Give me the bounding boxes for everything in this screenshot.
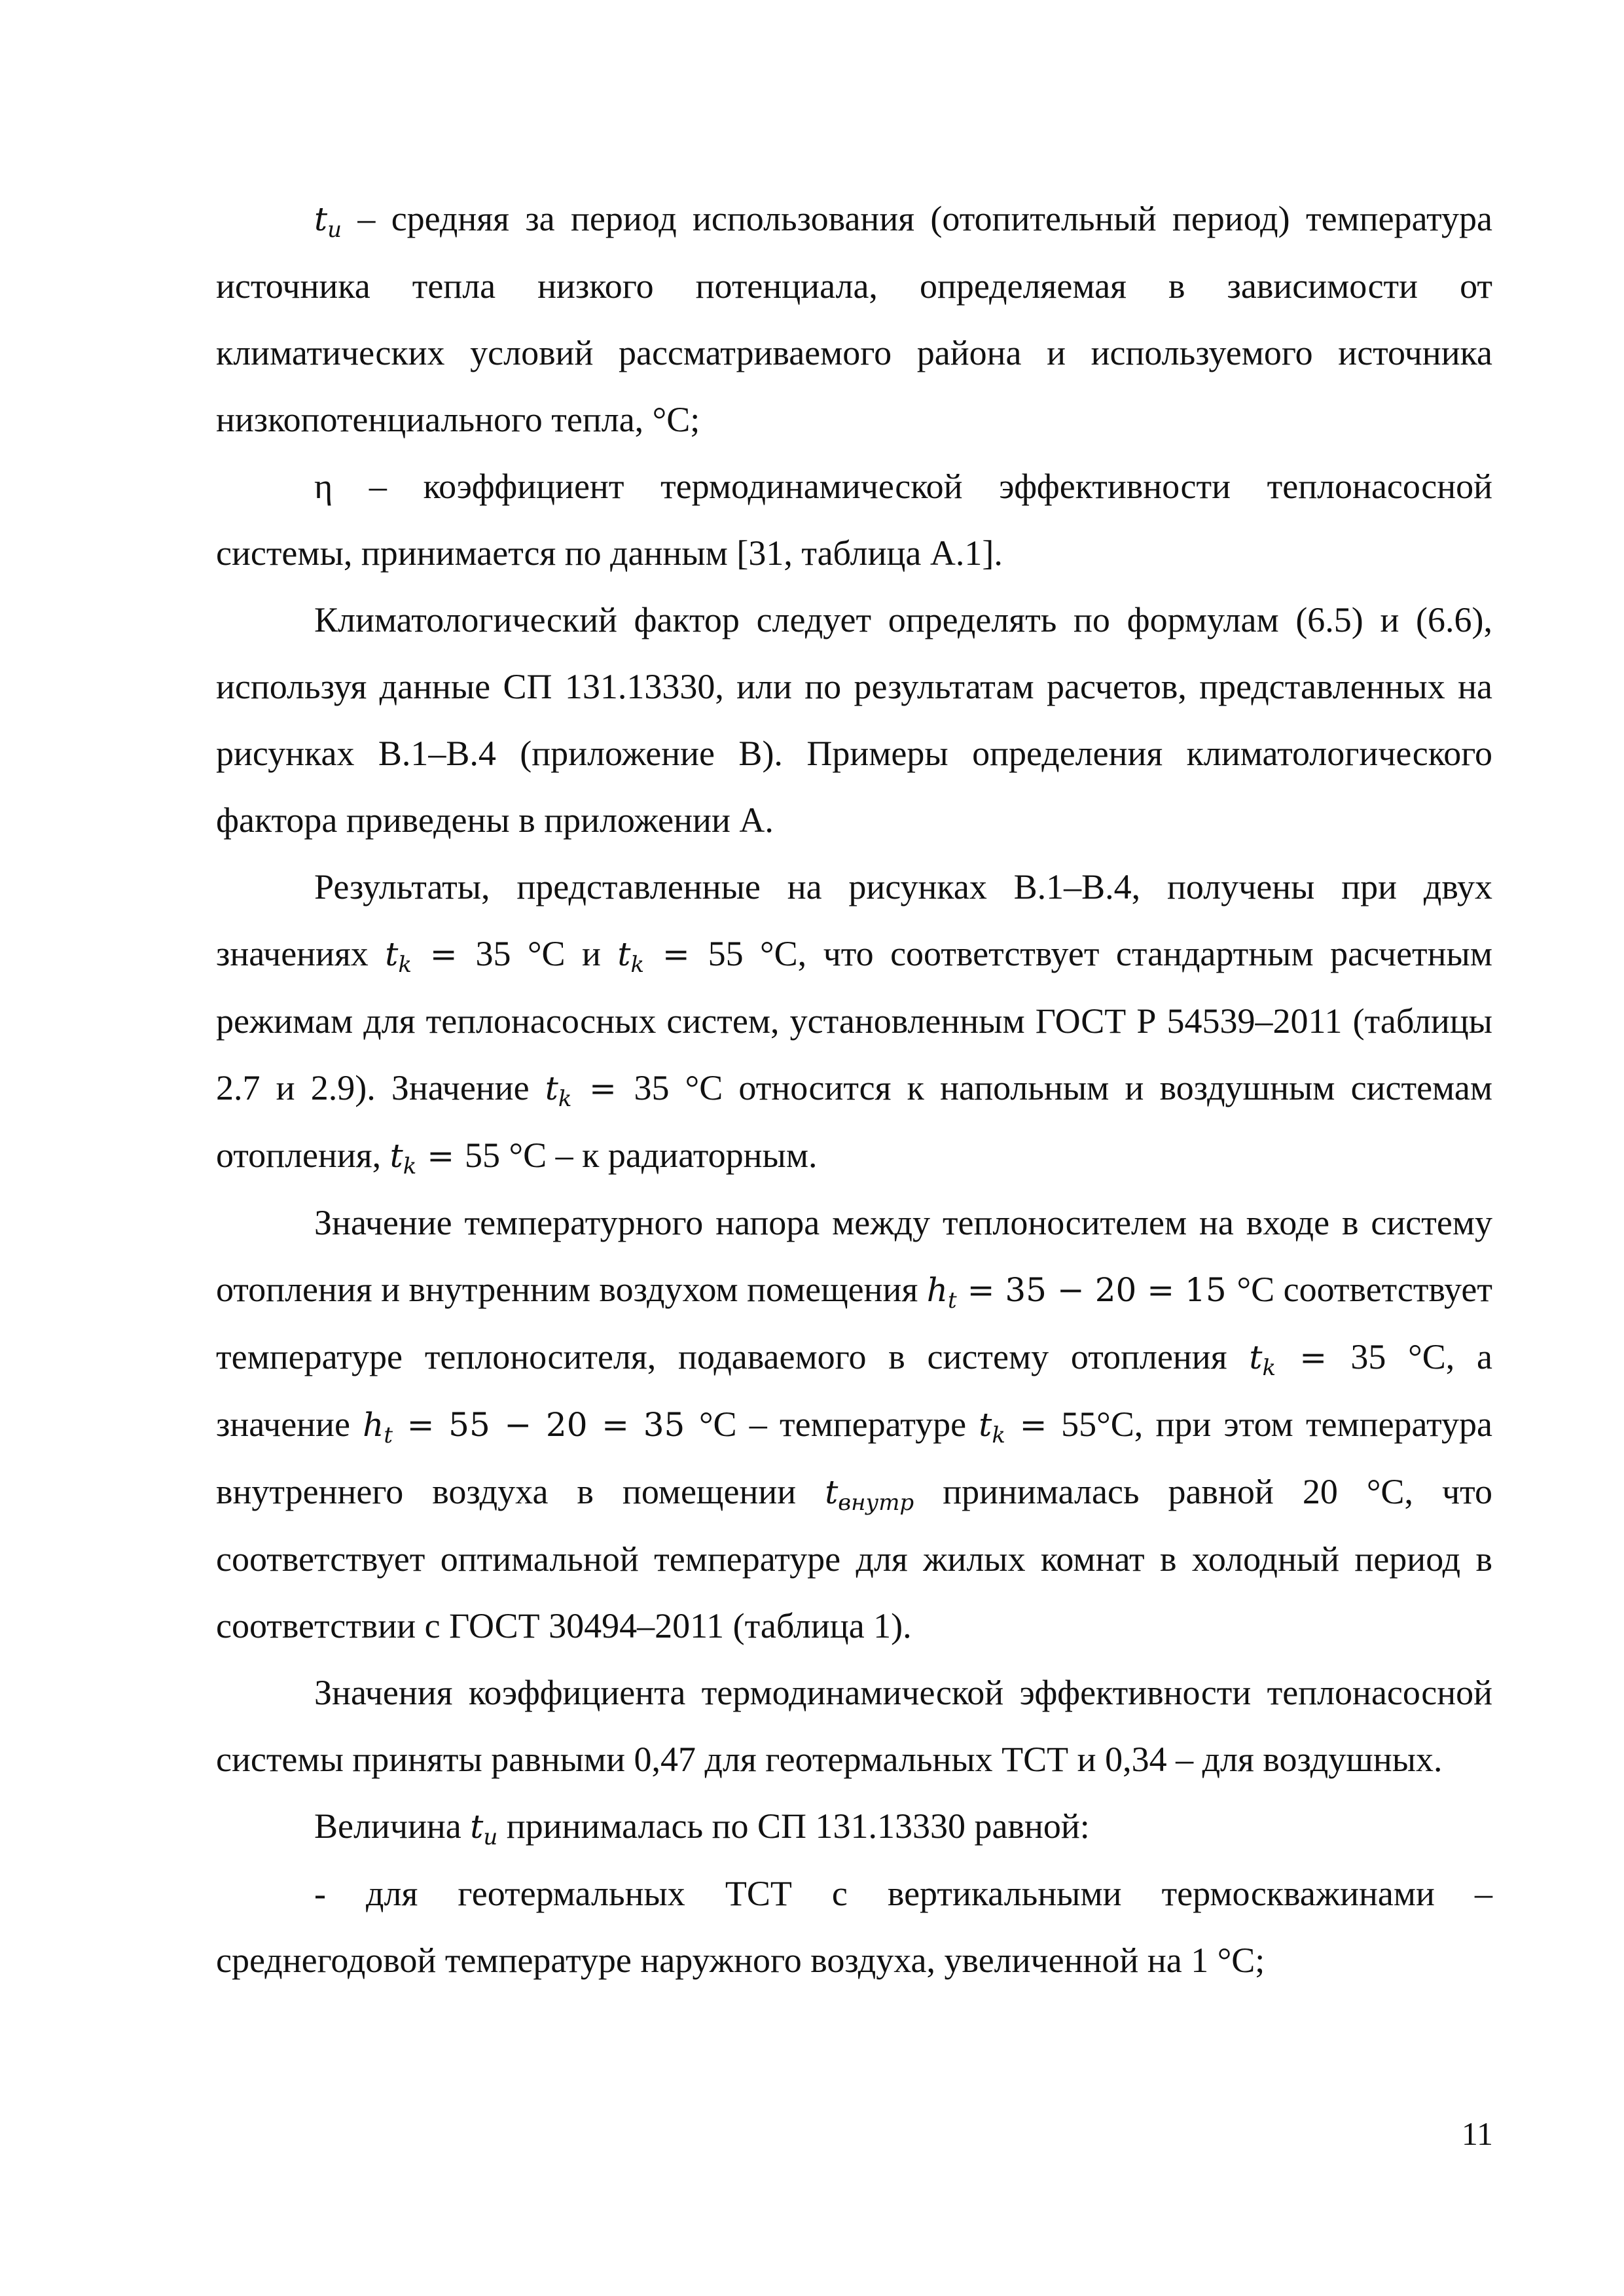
math-var-tk: $t_k$	[979, 1406, 1005, 1448]
document-body	[216, 185, 1492, 1994]
math-var-t-vnutr: $t_{внутр}$	[825, 1473, 914, 1516]
math-var-tk: $t_k$	[385, 935, 412, 978]
math-var-tk: $t_k$	[617, 935, 645, 978]
math-var-tu: $t_u$	[314, 200, 342, 243]
paragraph-efficiency-values: Значения коэффициента термодинамической эффективности теплонасосной системы приняты равными 0,47 для геотермальных ТСТ и 0,34 – для воздушных.	[216, 1673, 1492, 1779]
paragraph-tu-value: Величина $t_u$ принималась по СП 131.13330 равной:	[314, 1806, 1090, 1850]
math-var-ht: $h_t$	[363, 1406, 393, 1448]
paragraph-results: Результаты, представленные на рисунках В.1–В.4, получены при двух значениях $t_k = 35$ °С и $t_k = 55$ °С, что соответствует стандартным расчетным режимам для теплонасосных систем, установленным ГОСТ Р 54539–2011 (таблицы 2.7 и 2.9). Значение $t_k = 35$ °С относится к напольным и воздушным системам отопления, $t_k = 55$ °С – к радиаторным.	[216, 867, 1492, 1179]
math-var-ht: $h_t$	[926, 1271, 957, 1314]
math-var-tk: $t_k$	[545, 1069, 572, 1112]
page-number: 11	[1461, 2115, 1493, 2152]
paragraph-tu-definition: $t_u$ – средняя за период использования (отопительный период) температура источника тепла низкого потенциала, определяемая в зависимости от климатических условий рассматриваемого района и используемого источника низкопотенциального тепла, °С;	[216, 199, 1492, 439]
math-var-tk: $t_k$	[389, 1137, 417, 1179]
paragraph-temperature-head: Значение температурного напора между теплоносителем на входе в систему отопления и внутренним воздухом помещения $h_t = 35 - 20 = 15$ °С соответствует температуре теплоносителя, подаваемого в систему отопления $t_k = 35$ °С, а значение $h_t = 55 - 20 = 35$ °С – температуре $t_k = 55^\circ С$, при этом температура внутреннего воздуха в помещении $t_{внутр}$ принималась равной 20 °С, что соответствует оптимальной температуре для жилых комнат в холодный период в соответствии с ГОСТ 30494–2011 (таблица 1).	[216, 1203, 1493, 1645]
math-var-tk: $t_k$	[1249, 1338, 1276, 1381]
math-var-tu: $t_u$	[470, 1808, 498, 1850]
paragraph-eta-definition: η – коэффициент термодинамической эффективности теплонасосной системы, принимается по данным [31, таблица А.1].	[216, 467, 1492, 573]
list-item-geothermal: - для геотермальных ТСТ с вертикальными термоскважинами – среднегодовой температуре наружного воздуха, увеличенной на 1 °С;	[216, 1874, 1492, 1980]
paragraph-climatological-factor: Климатологический фактор следует определять по формулам (6.5) и (6.6), используя данные СП 131.13330, или по результатам расчетов, представленных на рисунках В.1–В.4 (приложение В). Примеры определения климатологического фактора приведены в приложении А.	[216, 600, 1492, 840]
